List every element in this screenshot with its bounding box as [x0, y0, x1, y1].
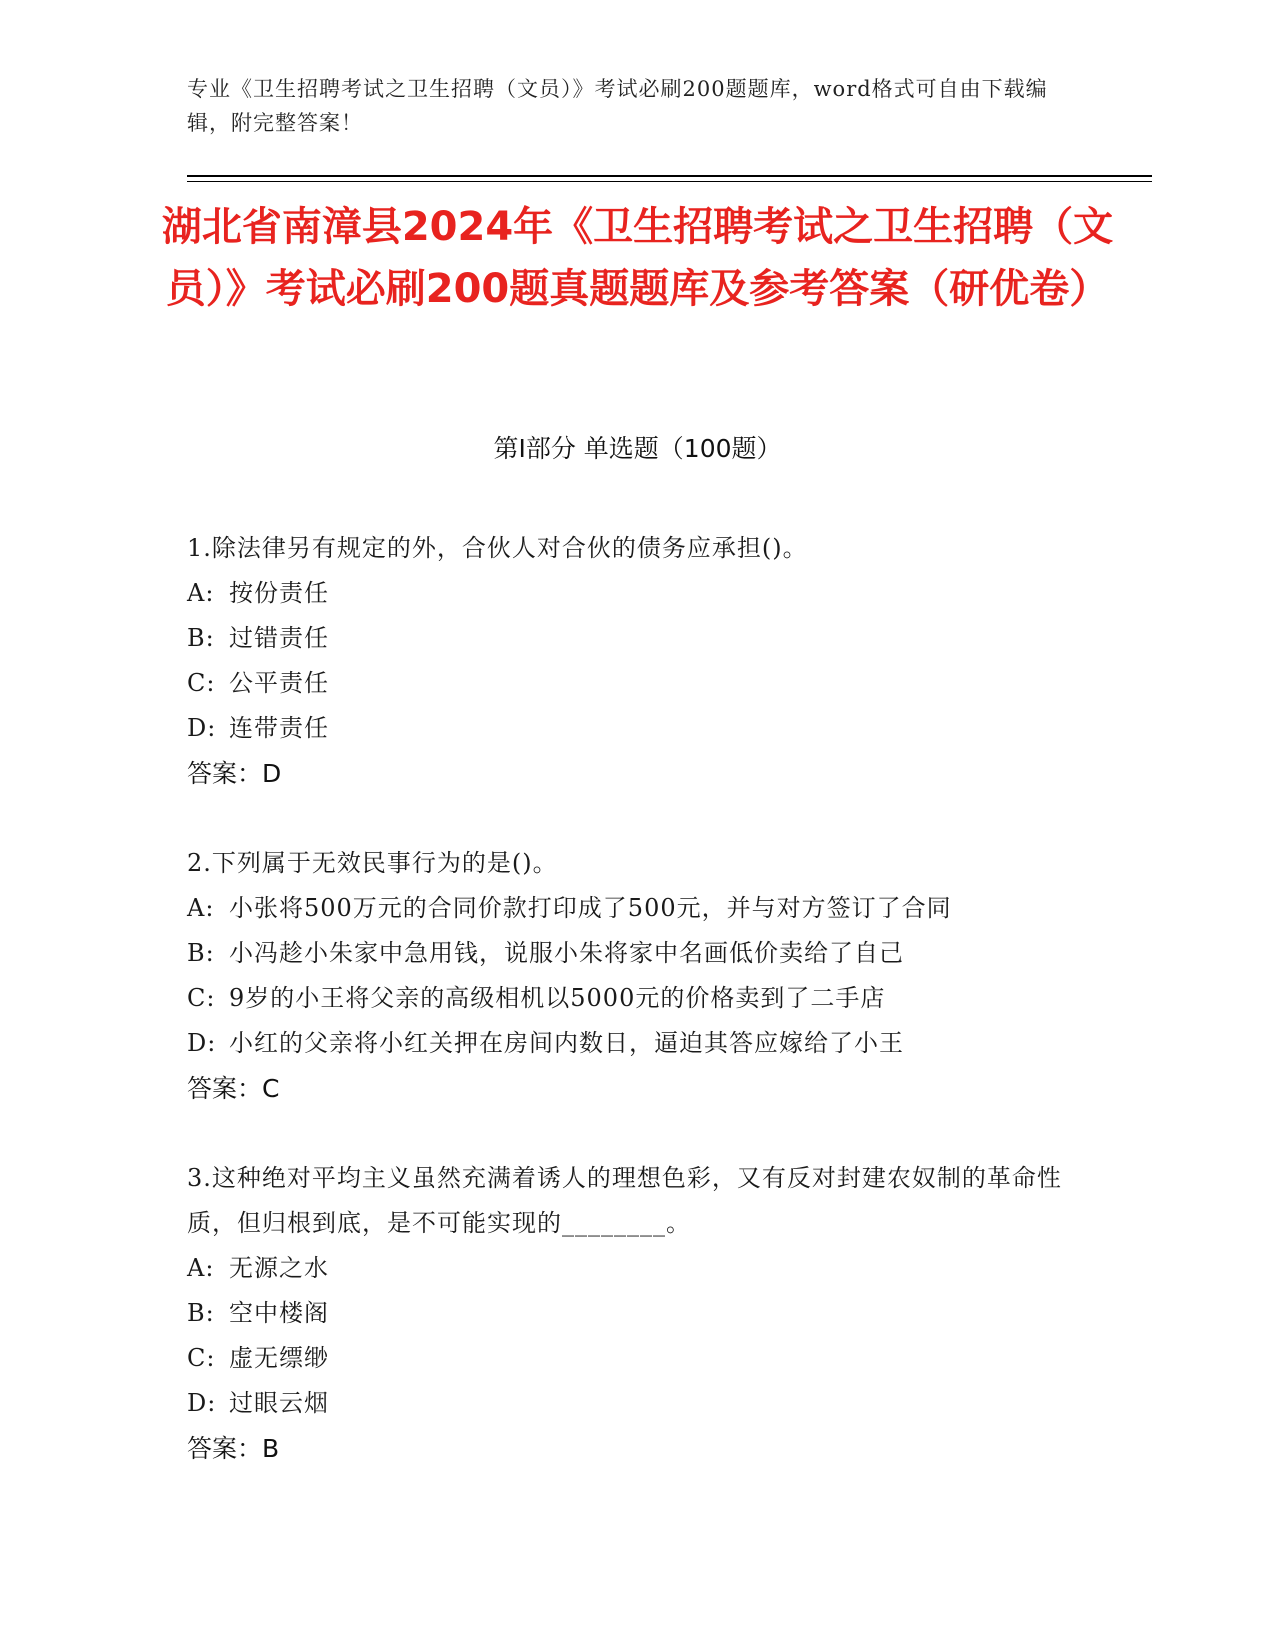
- question-stem: 2.下列属于无效民事行为的是()。: [187, 849, 558, 877]
- option-d: [187, 1021, 1087, 1066]
- option-text: 按份责任: [229, 579, 329, 607]
- option-text: 9岁的小王将父亲的高级相机以5000元的价格卖到了二手店: [229, 984, 886, 1012]
- question-stem: 1.除法律另有规定的外，合伙人对合伙的债务应承担()。: [187, 534, 808, 562]
- option-text: 小张将500万元的合同价款打印成了500元，并与对方签订了合同: [229, 894, 952, 922]
- option-text: 小红的父亲将小红关押在房间内数日，逼迫其答应嫁给了小王: [229, 1029, 904, 1057]
- option-b: [187, 1291, 1087, 1336]
- section-heading: 第Ⅰ部分 单选题（100题）: [493, 434, 782, 463]
- option-a: [187, 1246, 1087, 1291]
- option-c: [187, 661, 1087, 706]
- option-key: D:: [187, 714, 217, 742]
- option-text: 空中楼阁: [229, 1299, 329, 1327]
- question-3: [187, 1156, 1087, 1471]
- option-d: [187, 1381, 1087, 1426]
- option-text: 公平责任: [229, 669, 329, 697]
- option-text: 虚无缥缈: [229, 1344, 329, 1372]
- option-key: C:: [187, 1344, 216, 1372]
- option-key: D:: [187, 1029, 217, 1057]
- option-key: B:: [187, 624, 215, 652]
- option-key: C:: [187, 669, 216, 697]
- answer-line: 答案：D: [187, 759, 282, 788]
- option-a: [187, 571, 1087, 616]
- option-c: [187, 976, 1087, 1021]
- option-c: [187, 1336, 1087, 1381]
- option-d: [187, 706, 1087, 751]
- option-text: 无源之水: [229, 1254, 329, 1282]
- option-key: C:: [187, 984, 216, 1012]
- option-key: D:: [187, 1389, 217, 1417]
- option-key: B:: [187, 1299, 215, 1327]
- option-a: [187, 886, 1087, 931]
- answer-line: 答案：C: [187, 1074, 280, 1103]
- document-title: 湖北省南漳县2024年《卫生招聘考试之卫生招聘（文员）》考试必刷200题真题题库及参考答案（研优卷）: [161, 204, 1114, 312]
- question-2: [187, 841, 1087, 1111]
- option-text: 过眼云烟: [229, 1389, 329, 1417]
- header-rule-thick: [187, 175, 1152, 177]
- question-stem: 3.这种绝对平均主义虽然充满着诱人的理想色彩，又有反对封建农奴制的革命性质，但归根到底，是不可能实现的________。: [187, 1164, 1062, 1237]
- option-b: [187, 616, 1087, 661]
- option-text: 小冯趁小朱家中急用钱，说服小朱将家中名画低价卖给了自己: [229, 939, 904, 967]
- option-text: 连带责任: [229, 714, 329, 742]
- answer-line: 答案：B: [187, 1434, 280, 1463]
- question-1: [187, 526, 1087, 796]
- option-key: A:: [187, 579, 215, 607]
- option-text: 过错责任: [229, 624, 329, 652]
- header-note: 专业《卫生招聘考试之卫生招聘（文员）》考试必刷200题题库，word格式可自由下载编辑，附完整答案！: [187, 77, 1048, 135]
- option-key: A:: [187, 894, 215, 922]
- option-key: A:: [187, 1254, 215, 1282]
- option-b: [187, 931, 1087, 976]
- option-key: B:: [187, 939, 215, 967]
- header-rule-thin: [187, 181, 1152, 182]
